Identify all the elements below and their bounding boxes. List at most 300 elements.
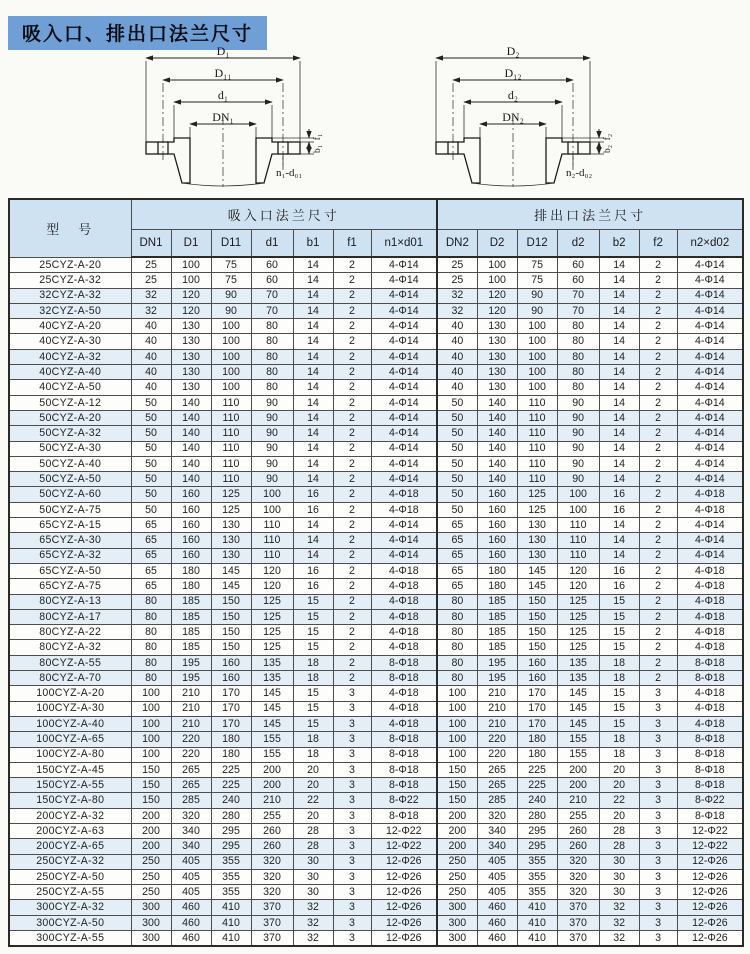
dimension-cell: 100 [557,487,599,502]
dimension-cell: 240 [211,793,251,808]
dimension-cell: 130 [477,380,517,395]
dimension-cell: 50 [437,395,477,410]
dimension-cell: 32 [131,288,171,303]
dimension-cell: 80 [437,594,477,609]
dimension-cell: 145 [517,563,557,578]
dimension-cell: 12-Φ22 [677,823,743,838]
dimension-cell: 2 [639,671,677,686]
model-cell: 80CYZ-A-17 [9,609,131,624]
dimension-cell: 4-Φ18 [677,609,743,624]
model-cell: 50CYZ-A-40 [9,456,131,471]
dimension-cell: 2 [333,548,371,563]
dimension-cell: 2 [333,441,371,456]
dimension-cell: 2 [639,640,677,655]
dimension-cell: 90 [557,456,599,471]
dimension-cell: 170 [211,716,251,731]
model-cell: 25CYZ-A-32 [9,273,131,288]
table-row [9,640,743,655]
dimension-cell: 32 [293,931,333,947]
dimension-cell: 16 [599,487,639,502]
dimension-cell: 8-Φ18 [371,762,437,777]
dimension-cell: 25 [437,273,477,288]
dimension-cell: 185 [171,609,211,624]
dimension-cell: 460 [477,931,517,947]
dimension-cell: 50 [437,426,477,441]
dimension-cell: 4-Φ18 [371,609,437,624]
dimension-cell: 90 [251,441,293,456]
dimension-cell: 30 [599,869,639,884]
dimension-cell: 90 [557,395,599,410]
dimension-cell: 12-Φ26 [677,885,743,900]
dimension-cell: 14 [599,288,639,303]
dimension-cell: 2 [639,456,677,471]
dimension-cell: 14 [599,257,639,273]
dimension-cell: 265 [171,762,211,777]
dimension-cell: 75 [211,257,251,273]
dim-label-bolt-circle: D₁₂ [504,66,522,80]
dimension-cell: 3 [639,701,677,716]
table-row [9,563,743,578]
dimension-cell: 2 [333,380,371,395]
dimension-cell: 100 [211,319,251,334]
dimension-cell: 14 [599,365,639,380]
table-row [9,609,743,624]
dimension-cell: 185 [171,594,211,609]
dimension-cell: 140 [171,456,211,471]
dimension-cell: 80 [437,625,477,640]
dimension-cell: 140 [477,472,517,487]
dimension-cell: 4-Φ14 [677,334,743,349]
dimension-cell: 4-Φ18 [677,640,743,655]
dimension-cell: 2 [333,349,371,364]
table-row [9,533,743,548]
model-cell: 65CYZ-A-50 [9,563,131,578]
discharge-group-header: 排出口法兰尺寸 [437,199,743,230]
dimension-cell: 2 [639,548,677,563]
dimension-cell: 22 [599,793,639,808]
table-body [9,257,743,946]
model-cell: 300CYZ-A-55 [9,931,131,947]
dimension-cell: 220 [171,747,211,762]
dimension-cell: 140 [171,472,211,487]
dimension-cell: 14 [599,548,639,563]
dimension-cell: 300 [437,900,477,915]
model-cell: 25CYZ-A-20 [9,257,131,273]
dimension-cell: 100 [131,732,171,747]
dimension-cell: 2 [639,303,677,318]
dimension-cell: 170 [517,701,557,716]
dimension-cell: 125 [517,487,557,502]
model-cell: 80CYZ-A-13 [9,594,131,609]
dimension-cell: 130 [211,533,251,548]
dimension-cell: 90 [211,303,251,318]
dimension-cell: 110 [211,456,251,471]
dimension-cell: 4-Φ14 [371,303,437,318]
model-cell: 40CYZ-A-50 [9,380,131,395]
dimension-cell: 100 [171,257,211,273]
table-row [9,747,743,762]
flange-dimensions-table [8,198,744,947]
dimension-cell: 2 [639,625,677,640]
dimension-cell: 145 [251,701,293,716]
dimension-cell: 125 [557,609,599,624]
model-cell: 50CYZ-A-60 [9,487,131,502]
dimension-cell: 75 [517,273,557,288]
dimension-cell: 8-Φ18 [371,732,437,747]
column-header: d2 [557,230,599,258]
dim-label-bore: DN₁ [212,110,234,124]
dimension-cell: 14 [599,410,639,425]
dimension-cell: 185 [477,594,517,609]
dimension-cell: 320 [251,869,293,884]
table-row [9,303,743,318]
dimension-cell: 410 [211,915,251,930]
dimension-cell: 40 [131,380,171,395]
dimension-cell: 32 [131,303,171,318]
dimension-cell: 170 [517,716,557,731]
dimension-cell: 2 [333,487,371,502]
dimension-cell: 280 [211,808,251,823]
dimension-cell: 150 [517,609,557,624]
dimension-cell: 210 [251,793,293,808]
dimension-cell: 280 [517,808,557,823]
dimension-cell: 4-Φ14 [677,380,743,395]
dimension-cell: 2 [639,487,677,502]
dim-label-face-height: f₂ [603,133,613,141]
model-cell: 50CYZ-A-30 [9,441,131,456]
dimension-cell: 160 [517,655,557,670]
dimension-cell: 2 [333,609,371,624]
dimension-cell: 4-Φ18 [371,563,437,578]
dimension-cell: 130 [477,319,517,334]
dimension-cell: 320 [557,869,599,884]
dimension-cell: 30 [599,885,639,900]
dimension-cell: 140 [171,441,211,456]
dimension-cell: 3 [333,885,371,900]
dimension-cell: 140 [477,395,517,410]
dimension-cell: 4-Φ18 [677,563,743,578]
model-cell: 50CYZ-A-75 [9,502,131,517]
dimension-cell: 210 [171,686,211,701]
dimension-cell: 180 [171,579,211,594]
dimension-cell: 22 [293,793,333,808]
dimension-cell: 40 [437,349,477,364]
dimension-cell: 90 [251,456,293,471]
dimension-cell: 50 [437,487,477,502]
dimension-cell: 120 [251,579,293,594]
dimension-cell: 8-Φ18 [677,671,743,686]
dimension-cell: 18 [599,747,639,762]
dimension-cell: 3 [639,762,677,777]
table-row [9,288,743,303]
model-cell: 65CYZ-A-32 [9,548,131,563]
dimension-cell: 210 [171,701,211,716]
dimension-cell: 200 [251,762,293,777]
dimension-cell: 110 [251,533,293,548]
dimension-cell: 8-Φ18 [371,808,437,823]
dimension-cell: 15 [293,701,333,716]
dimension-cell: 3 [639,732,677,747]
dimension-cell: 110 [211,410,251,425]
dimension-cell: 130 [477,349,517,364]
dimension-cell: 370 [557,900,599,915]
dimension-cell: 20 [599,762,639,777]
dimension-cell: 200 [251,778,293,793]
dimension-cell: 100 [131,686,171,701]
model-cell: 50CYZ-A-32 [9,426,131,441]
dimension-cell: 2 [333,640,371,655]
dimension-cell: 130 [171,349,211,364]
dimension-cell: 2 [333,365,371,380]
dimension-cell: 295 [517,823,557,838]
dimension-cell: 125 [557,594,599,609]
dimension-cell: 130 [477,365,517,380]
dimension-cell: 225 [211,778,251,793]
dimension-cell: 145 [211,563,251,578]
table-row [9,655,743,670]
model-cell: 40CYZ-A-32 [9,349,131,364]
dimension-cell: 3 [333,716,371,731]
model-cell: 250CYZ-A-50 [9,869,131,884]
dimension-cell: 4-Φ14 [371,426,437,441]
dimension-cell: 120 [171,288,211,303]
dimension-cell: 4-Φ14 [677,395,743,410]
dimension-cell: 140 [477,441,517,456]
dimension-cell: 14 [293,395,333,410]
dimension-cell: 255 [251,808,293,823]
dimension-cell: 4-Φ14 [371,518,437,533]
dimension-cell: 110 [211,472,251,487]
dimension-cell: 100 [211,349,251,364]
dimension-cell: 2 [639,502,677,517]
dimension-cell: 2 [333,334,371,349]
table-row [9,732,743,747]
column-header: d1 [251,230,293,258]
dimension-cell: 150 [131,762,171,777]
suction-flange-diagram [128,44,328,194]
table-row [9,441,743,456]
dimension-cell: 50 [131,487,171,502]
dimension-cell: 145 [251,686,293,701]
dimension-cell: 120 [477,303,517,318]
dimension-cell: 220 [477,747,517,762]
dimension-cell: 180 [211,747,251,762]
dimension-cell: 145 [517,579,557,594]
dimension-cell: 200 [557,778,599,793]
dimension-cell: 180 [477,563,517,578]
dimension-cell: 8-Φ18 [677,655,743,670]
dimension-cell: 170 [211,701,251,716]
dimension-cell: 145 [557,686,599,701]
dimension-cell: 110 [251,518,293,533]
dimension-cell: 200 [437,823,477,838]
dimension-cell: 100 [437,716,477,731]
dimension-cell: 340 [477,823,517,838]
table-row [9,319,743,334]
dimension-cell: 4-Φ18 [371,625,437,640]
dimension-cell: 80 [251,319,293,334]
dimension-cell: 40 [131,349,171,364]
table-row [9,594,743,609]
dimension-cell: 70 [251,303,293,318]
dimension-cell: 4-Φ14 [677,441,743,456]
dimension-cell: 210 [477,686,517,701]
dimension-cell: 4-Φ14 [677,257,743,273]
dimension-cell: 65 [131,579,171,594]
dimension-cell: 180 [517,732,557,747]
dimension-cell: 160 [171,533,211,548]
dimension-cell: 2 [333,395,371,410]
dimension-cell: 150 [211,640,251,655]
dimension-cell: 145 [557,716,599,731]
dimension-cell: 20 [599,808,639,823]
dimension-cell: 14 [599,472,639,487]
dimension-cell: 3 [639,839,677,854]
column-header: D11 [211,230,251,258]
dimension-cell: 8-Φ18 [371,747,437,762]
dimension-cell: 2 [639,334,677,349]
dimension-cell: 355 [517,885,557,900]
dimension-cell: 50 [131,426,171,441]
dimension-cell: 2 [639,395,677,410]
dimension-cell: 32 [599,900,639,915]
dimension-cell: 2 [639,288,677,303]
dimension-cell: 3 [639,900,677,915]
dimension-cell: 18 [599,671,639,686]
dimension-cell: 130 [517,548,557,563]
dim-label-face-height: f₁ [313,133,323,141]
dimension-cell: 30 [293,869,333,884]
dimension-cell: 110 [517,472,557,487]
dimension-cell: 8-Φ22 [371,793,437,808]
dimension-cell: 30 [293,885,333,900]
dimension-cell: 320 [251,885,293,900]
dimension-cell: 60 [251,273,293,288]
dimension-cell: 80 [437,671,477,686]
dimension-cell: 355 [517,854,557,869]
table-row [9,701,743,716]
dimension-cell: 145 [251,716,293,731]
dimension-cell: 14 [293,441,333,456]
dimension-cell: 405 [477,869,517,884]
dimension-cell: 14 [599,456,639,471]
dimension-cell: 140 [171,395,211,410]
dimension-cell: 250 [131,869,171,884]
dimension-cell: 340 [171,839,211,854]
dimension-cell: 195 [477,671,517,686]
dimension-cell: 110 [251,548,293,563]
dimension-cell: 100 [131,747,171,762]
dimension-cell: 4-Φ18 [371,640,437,655]
dimension-cell: 15 [293,609,333,624]
dimension-cell: 4-Φ14 [371,349,437,364]
dimension-cell: 2 [639,365,677,380]
table-row [9,716,743,731]
column-header: D2 [477,230,517,258]
dimension-cell: 2 [639,472,677,487]
model-cell: 100CYZ-A-30 [9,701,131,716]
table-row [9,579,743,594]
dimension-cell: 355 [517,869,557,884]
dimension-cell: 4-Φ14 [677,426,743,441]
dimension-cell: 3 [333,793,371,808]
dimension-cell: 2 [639,426,677,441]
dimension-cell: 12-Φ26 [677,900,743,915]
table-row [9,334,743,349]
dimension-cell: 50 [131,441,171,456]
dimension-cell: 32 [293,900,333,915]
dimension-cell: 20 [599,778,639,793]
model-cell: 40CYZ-A-30 [9,334,131,349]
dimension-cell: 210 [477,701,517,716]
dimension-cell: 4-Φ18 [677,594,743,609]
dimension-cell: 4-Φ18 [677,487,743,502]
dimension-cell: 150 [131,793,171,808]
dimension-cell: 32 [437,288,477,303]
dimension-cell: 12-Φ22 [371,839,437,854]
column-header: b1 [293,230,333,258]
dimension-cell: 14 [293,548,333,563]
dim-label-thickness: b₂ [603,144,613,154]
model-cell: 80CYZ-A-70 [9,671,131,686]
dimension-cell: 145 [211,579,251,594]
dimension-cell: 265 [477,778,517,793]
dimension-cell: 2 [333,533,371,548]
dimension-cell: 80 [251,334,293,349]
model-cell: 100CYZ-A-40 [9,716,131,731]
model-cell: 32CYZ-A-50 [9,303,131,318]
dimension-cell: 300 [131,931,171,947]
dimension-cell: 14 [599,273,639,288]
dimension-cell: 4-Φ14 [677,456,743,471]
dimension-cell: 155 [251,732,293,747]
dimension-cell: 2 [639,518,677,533]
dimension-cell: 14 [293,319,333,334]
model-cell: 250CYZ-A-32 [9,854,131,869]
dimension-cell: 4-Φ18 [677,686,743,701]
dimension-cell: 4-Φ14 [371,533,437,548]
dimension-cell: 4-Φ18 [371,487,437,502]
dimension-cell: 40 [437,380,477,395]
dimension-cell: 300 [437,915,477,930]
dimension-cell: 125 [211,487,251,502]
dimension-cell: 100 [437,747,477,762]
dimension-cell: 15 [599,701,639,716]
table-row [9,426,743,441]
dimension-cell: 120 [171,303,211,318]
dimension-cell: 160 [171,502,211,517]
model-cell: 65CYZ-A-15 [9,518,131,533]
dimension-cell: 3 [639,716,677,731]
dimension-cell: 90 [251,472,293,487]
dimension-cell: 410 [517,915,557,930]
dimension-cell: 130 [211,548,251,563]
dimension-cell: 410 [517,900,557,915]
dimension-cell: 140 [477,426,517,441]
dimension-cell: 100 [251,487,293,502]
dimension-cell: 14 [599,349,639,364]
dimension-cell: 110 [211,395,251,410]
dimension-cell: 145 [557,701,599,716]
dimension-cell: 255 [557,808,599,823]
dimension-cell: 3 [333,762,371,777]
dimension-cell: 65 [437,533,477,548]
dimension-cell: 4-Φ14 [371,441,437,456]
dimension-cell: 3 [333,701,371,716]
dimension-cell: 260 [557,823,599,838]
dimension-cell: 40 [437,334,477,349]
dimension-cell: 4-Φ18 [371,594,437,609]
